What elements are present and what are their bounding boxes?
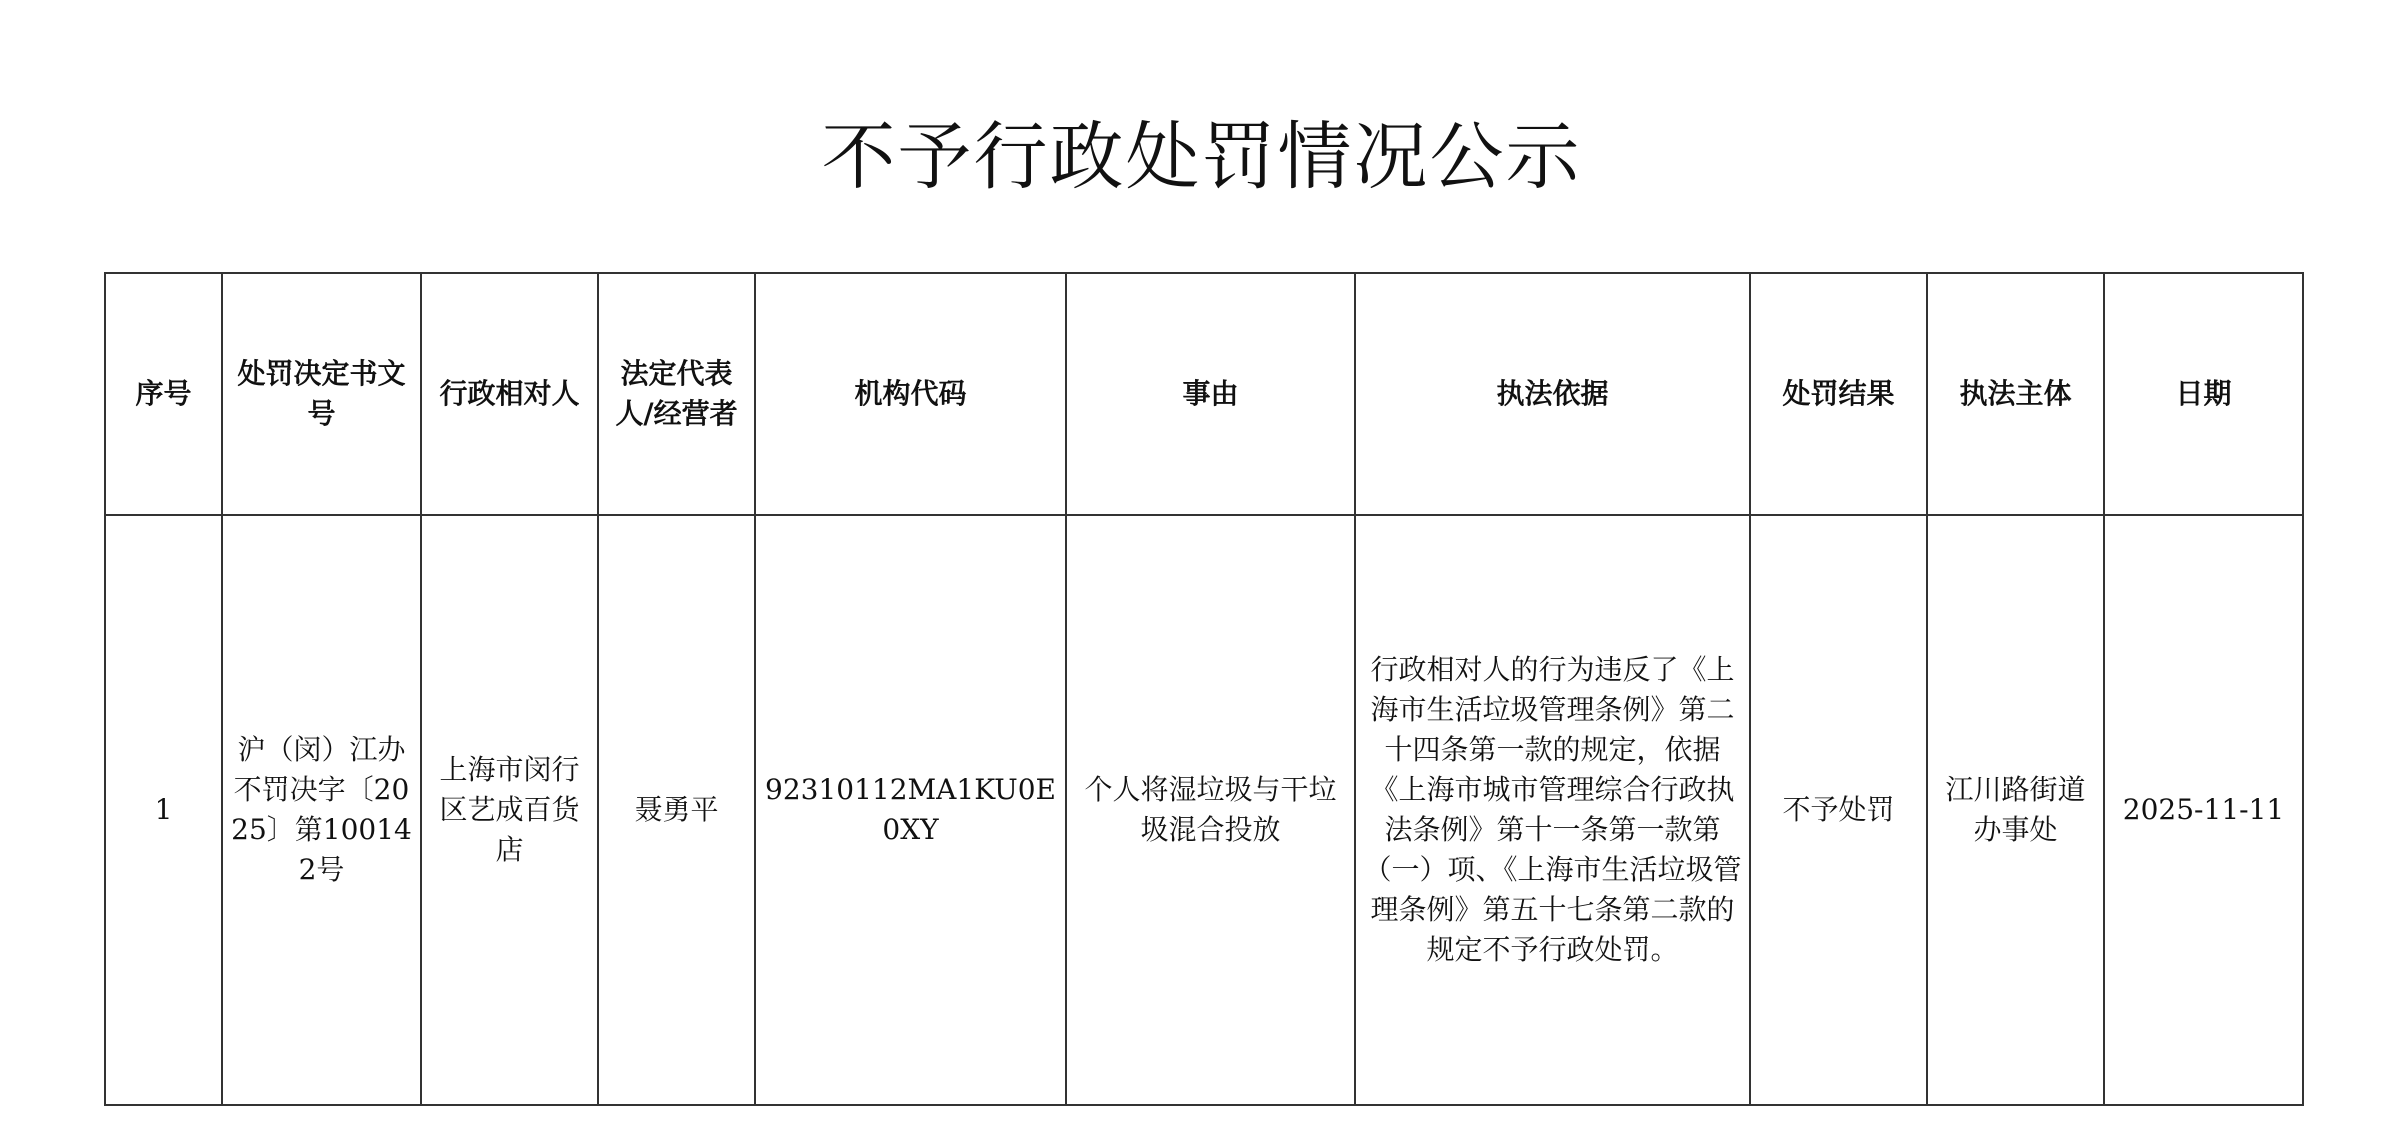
header-legal-basis: 执法依据	[1355, 273, 1750, 515]
header-date: 日期	[2104, 273, 2303, 515]
cell-representative: 聂勇平	[598, 515, 755, 1105]
cell-result: 不予处罚	[1750, 515, 1927, 1105]
cell-legal-basis: 行政相对人的行为违反了《上海市生活垃圾管理条例》第二十四条第一款的规定，依据《上海市城市管理综合行政执法条例》第十一条第一款第（一）项、《上海市生活垃圾管理条例》第五十七条第二款的规定不予行政处罚。	[1355, 515, 1750, 1105]
cell-authority: 江川路街道办事处	[1927, 515, 2104, 1105]
cell-decision-number: 沪（闵）江办不罚决字〔2025〕第100142号	[222, 515, 421, 1105]
page-title: 不予行政处罚情况公示	[821, 114, 1582, 200]
header-org-code: 机构代码	[755, 273, 1066, 515]
cell-party: 上海市闵行区艺成百货店	[421, 515, 598, 1105]
header-index: 序号	[105, 273, 222, 515]
header-decision-number: 处罚决定书文号	[222, 273, 421, 515]
header-reason: 事由	[1066, 273, 1355, 515]
header-representative: 法定代表人/经营者	[598, 273, 755, 515]
penalty-table	[104, 272, 2304, 1106]
header-party: 行政相对人	[421, 273, 598, 515]
table-header-row	[105, 273, 2303, 515]
cell-date: 2025-11-11	[2104, 515, 2303, 1105]
header-result: 处罚结果	[1750, 273, 1927, 515]
header-authority: 执法主体	[1927, 273, 2104, 515]
cell-index: 1	[105, 515, 222, 1105]
table-row	[105, 515, 2303, 1105]
cell-org-code: 92310112MA1KU0E0XY	[755, 515, 1066, 1105]
cell-reason: 个人将湿垃圾与干垃圾混合投放	[1066, 515, 1355, 1105]
